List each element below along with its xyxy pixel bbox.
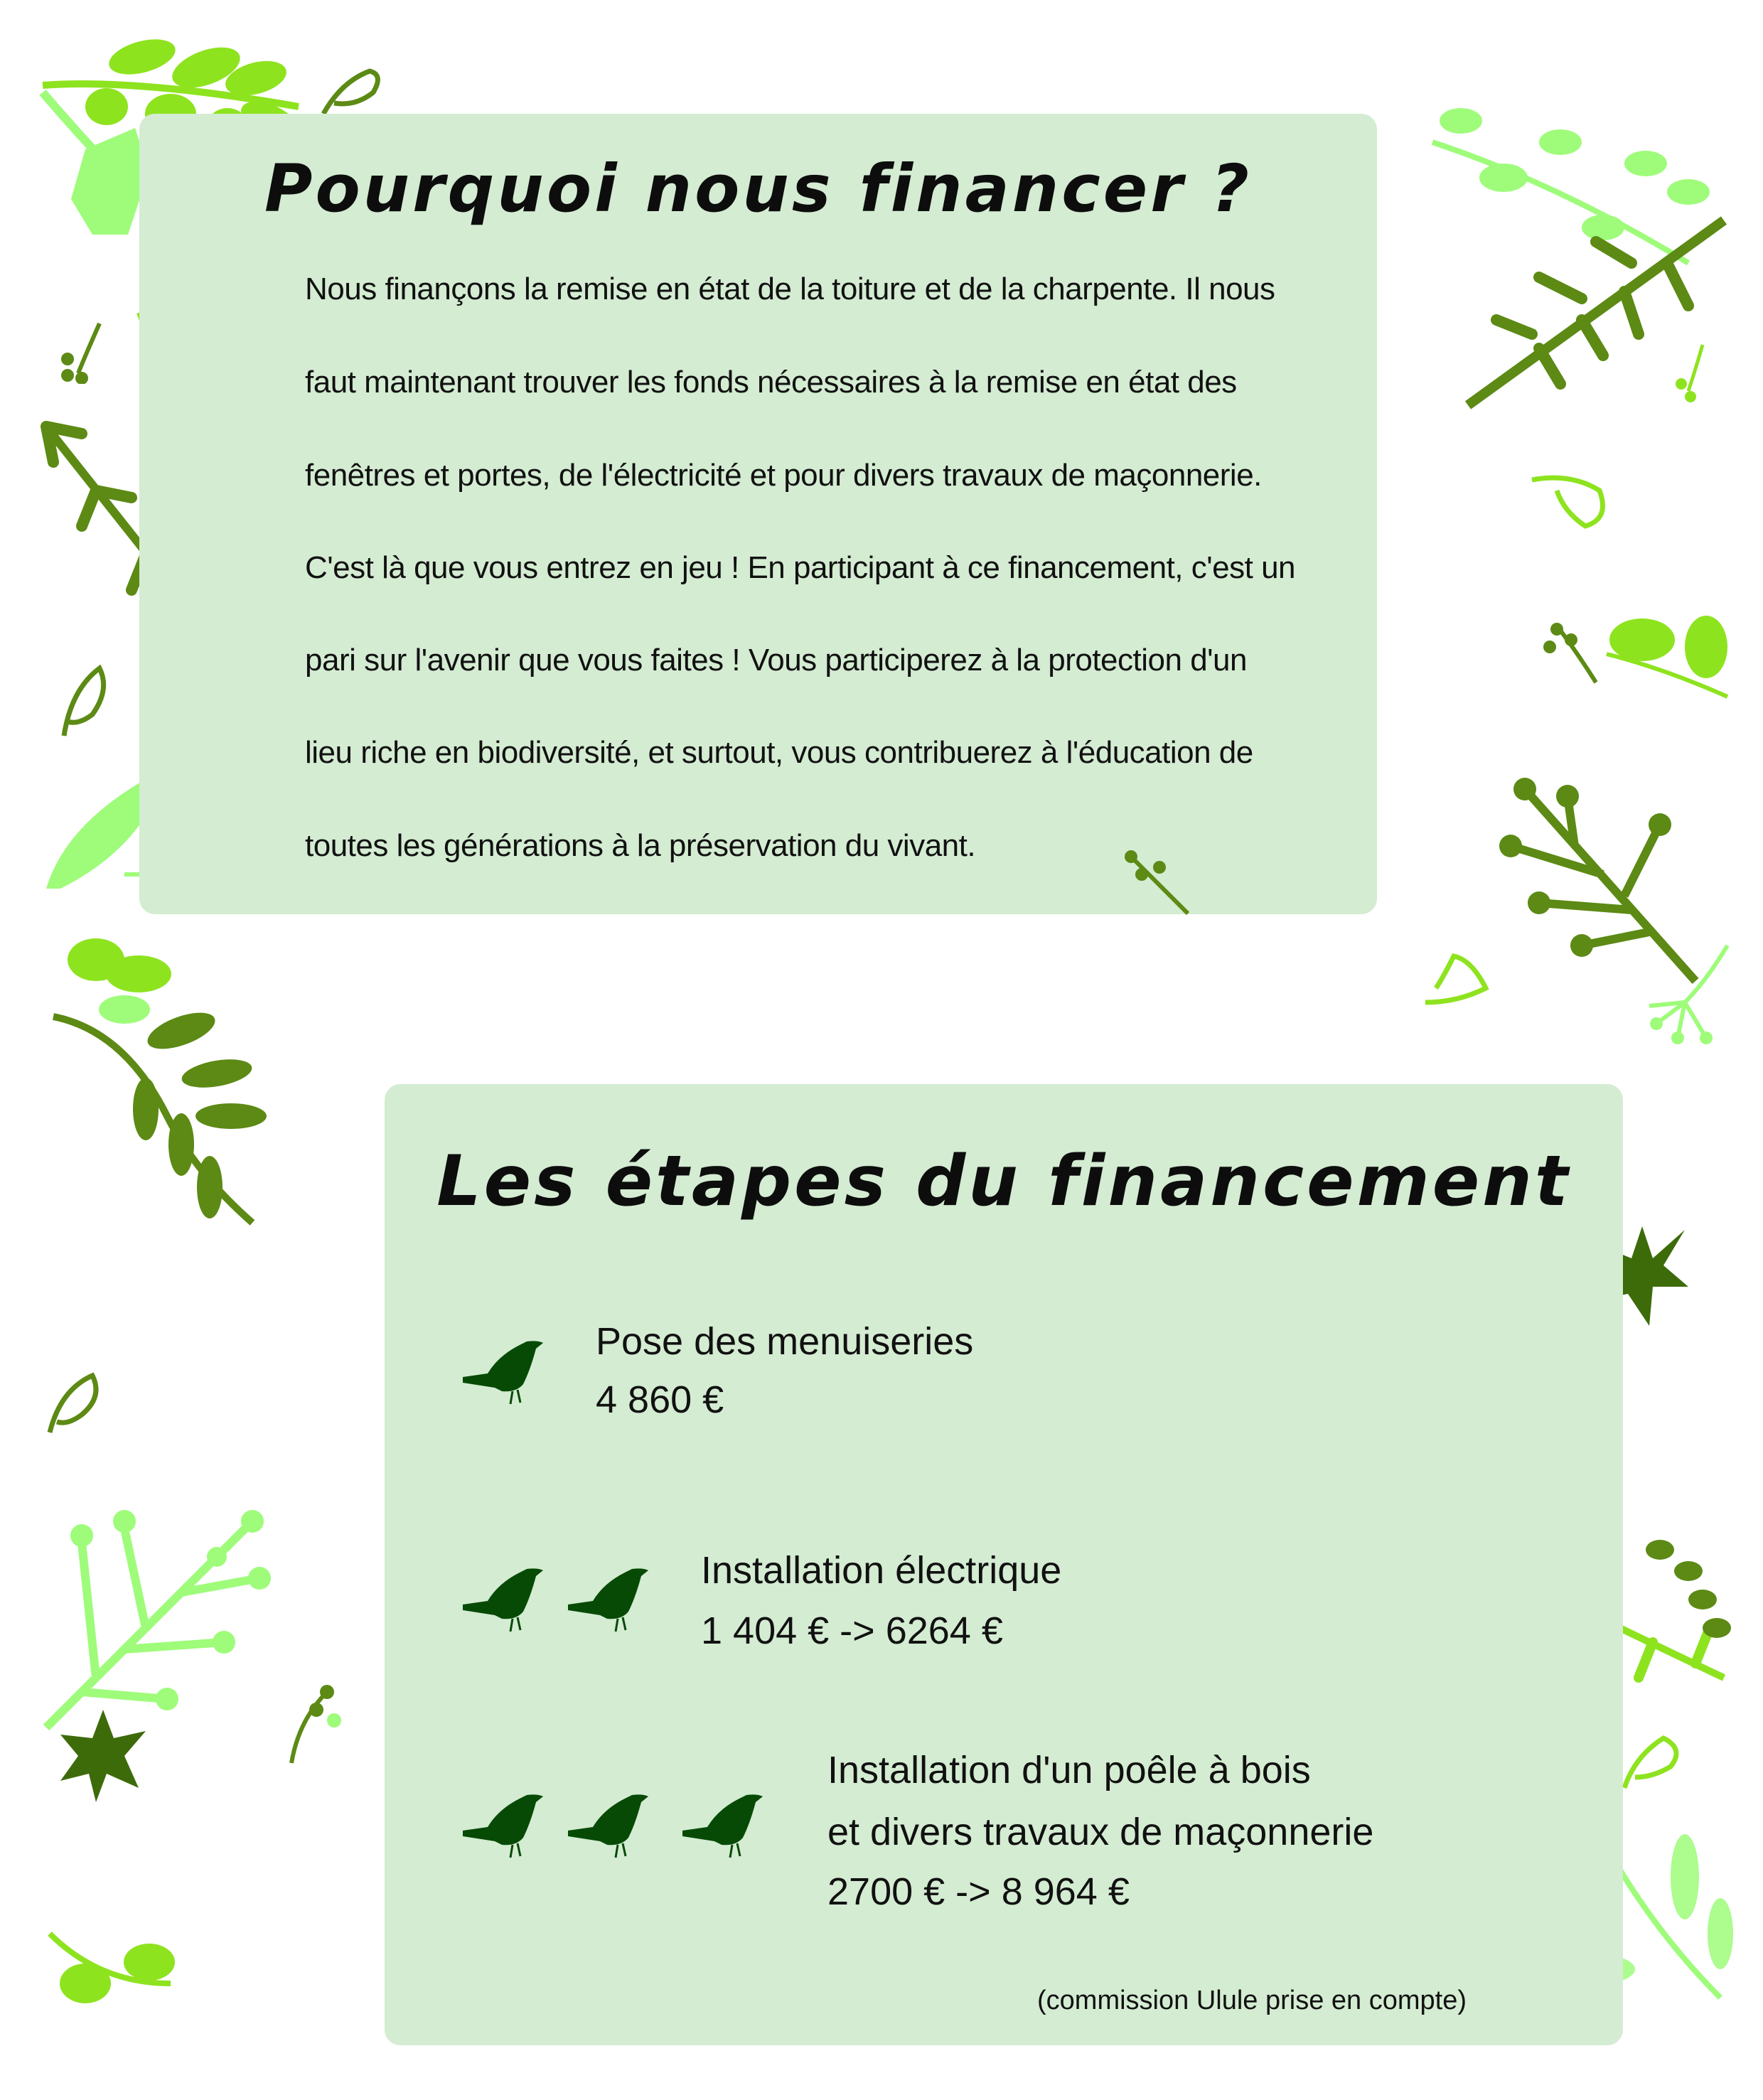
step-label: Pose des menuiseries (596, 1320, 974, 1363)
bird-icon (459, 1334, 547, 1405)
commission-footnote: (commission Ulule prise en compte) (1037, 1986, 1467, 2015)
sprig-icon (284, 1678, 348, 1770)
body-text-line: fenêtres et portes, de l'électricité et pour divers travaux de maçonnerie. (305, 458, 1262, 493)
step-amount: 4 860 € (596, 1378, 724, 1421)
bird-icon (459, 1788, 547, 1859)
leaf-outline-icon (43, 1365, 107, 1436)
funding-steps-title: Les étapes du financement (436, 1141, 1571, 1222)
leaf-sprig-icon (1599, 611, 1735, 704)
maple-leaf-icon (57, 1706, 149, 1806)
body-text-line: Nous finançons la remise en état de la toiture et de la charpente. Il nous (305, 272, 1275, 306)
body-text-line: lieu riche en biodiversité, et surtout, vous contribuerez à l'éducation de (305, 735, 1253, 770)
body-text-line: faut maintenant trouver les fonds nécessaires à la remise en état des (305, 365, 1237, 400)
leafy-branch-icon (39, 931, 281, 1237)
leaf-outline-icon (1621, 1727, 1692, 1791)
body-text-line: pari sur l'avenir que vous faites ! Vous participerez à la protection d'un (305, 643, 1248, 677)
why-fund-card (139, 114, 1377, 914)
sprig-icon (1543, 618, 1607, 690)
leaf-sprig-icon (43, 1919, 178, 2012)
leaf-outline-icon (1528, 469, 1614, 533)
sprig-icon (57, 320, 114, 384)
funding-steps-card (385, 1084, 1623, 2045)
bird-icon (459, 1562, 547, 1633)
why-fund-title: Pourquoi nous financer ? (264, 151, 1252, 227)
step-label: Installation d'un poêle à bois (827, 1749, 1311, 1791)
body-text-line: toutes les générations à la préservation du vivant. (305, 828, 976, 863)
sprig-icon (1120, 846, 1199, 917)
sprig-icon (1671, 341, 1713, 405)
bird-icon (564, 1562, 653, 1633)
leaf-outline-icon (57, 661, 114, 739)
leaf-outline-icon (1422, 945, 1493, 1009)
flower-sprig-icon (1635, 938, 1735, 1052)
leaf-outline-icon (320, 60, 384, 117)
body-text-line: C'est là que vous entrez en jeu ! En participant à ce financement, c'est un (305, 550, 1296, 585)
bird-icon (564, 1788, 653, 1859)
step-label: Installation électrique (701, 1549, 1062, 1592)
berry-branch-icon (39, 1500, 274, 1735)
step-amount: 1 404 € -> 6264 € (701, 1609, 1003, 1652)
bird-icon (679, 1788, 767, 1859)
step-amount: 2700 € -> 8 964 € (827, 1870, 1130, 1913)
step-label: et divers travaux de maçonnerie (827, 1811, 1374, 1853)
